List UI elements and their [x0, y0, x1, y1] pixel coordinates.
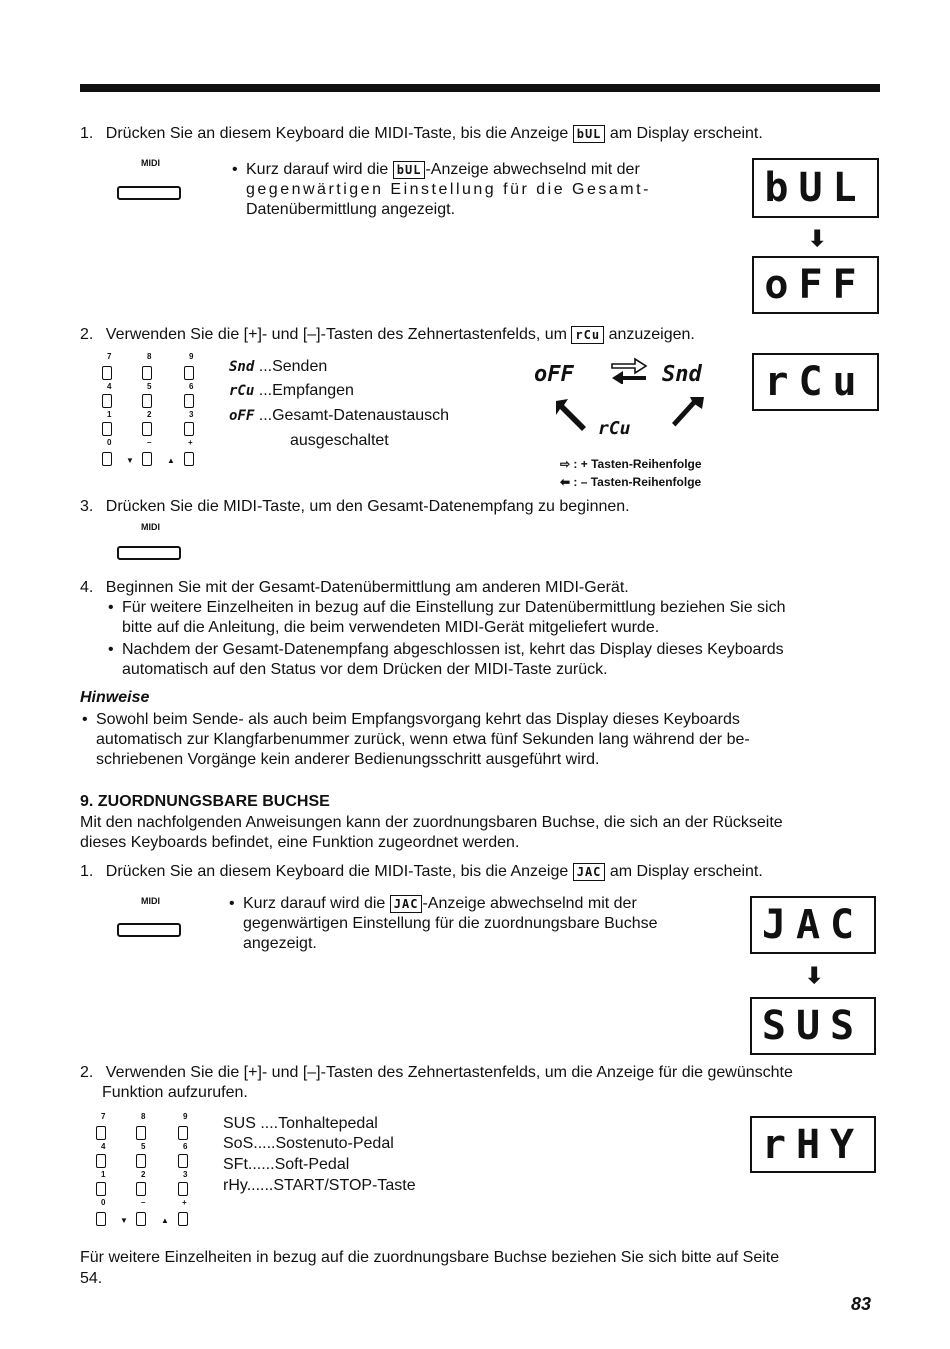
option-snd: [229, 357, 327, 377]
key-number: +: [182, 1198, 187, 1207]
down-triangle-icon: ▼: [126, 456, 134, 465]
step-text: Beginnen Sie mit der Gesamt-Datenübermittlung am anderen MIDI-Gerät.: [105, 579, 629, 596]
intro-text: dieses Keyboards befindet, eine Funktion zugeordnet werden.: [80, 834, 520, 851]
key-number: 3: [183, 1170, 188, 1179]
legend-text: : – Tasten-Reihenfolge: [573, 475, 702, 489]
lcd-display: rHY: [750, 1116, 876, 1173]
section-heading: 9. ZUORDNUNGSBARE BUCHSE: [80, 793, 330, 810]
key-minus[interactable]: [142, 452, 152, 466]
step-text: Verwenden Sie die [+]- und [–]-Tasten des Zehnertastenfelds, um die Anzeige für die gewünschte: [105, 1064, 793, 1081]
page-number: 83: [851, 1294, 872, 1314]
step-text: Verwenden Sie die [+]- und [–]-Tasten des Zehnertastenfelds, um: [105, 326, 567, 343]
key-8[interactable]: [142, 366, 152, 380]
note-text: schriebenen Vorgänge kein anderer Bedienungsschritt ausgeführt wird.: [96, 751, 600, 768]
key-0[interactable]: [96, 1212, 106, 1226]
key-0[interactable]: [102, 452, 112, 466]
legend-minus: [560, 472, 701, 492]
step-number: 1.: [80, 863, 94, 880]
bullet-text: [243, 894, 637, 914]
intro-text: Mit den nachfolgenden Anweisungen kann der zuordnungsbaren Buchse, die sich an der Rückseite: [80, 814, 783, 831]
step4-line: [80, 578, 629, 598]
step-text: Drücken Sie an diesem Keyboard die MIDI-Taste, bis die Anzeige: [105, 863, 569, 880]
key-plus[interactable]: [178, 1212, 188, 1226]
key-5[interactable]: [142, 394, 152, 408]
text: -Anzeige abwechselnd mit der: [425, 161, 640, 178]
option-sus: SUS ....Tonhaltepedal: [223, 1115, 378, 1132]
key-number: –: [141, 1198, 146, 1207]
bullet-text: • Für weitere Einzelheiten in bezug auf die Einstellung zur Datenübermittlung beziehen Sie sich: [122, 598, 786, 618]
step-number: 3.: [80, 498, 94, 515]
key-plus[interactable]: [184, 452, 194, 466]
legend-plus: [560, 454, 702, 474]
step-text: Drücken Sie die MIDI-Taste, um den Gesamt-Datenempfang zu beginnen.: [105, 498, 630, 515]
step-text: am Display erscheint.: [609, 125, 763, 142]
key-number: 1: [101, 1170, 106, 1179]
key-4[interactable]: [102, 394, 112, 408]
key-number: 7: [101, 1112, 106, 1121]
key-number: 6: [189, 382, 194, 391]
key-3[interactable]: [184, 422, 194, 436]
cycle-code-off: oFF: [534, 362, 574, 387]
step-text: anzuzeigen.: [608, 326, 695, 343]
key-number: –: [147, 438, 152, 447]
option-sos: SoS.....Sostenuto-Pedal: [223, 1135, 394, 1152]
text: Kurz darauf wird die: [243, 895, 386, 912]
key-1[interactable]: [102, 422, 112, 436]
step1-line: [80, 124, 763, 144]
option-sft: SFt......Soft-Pedal: [223, 1156, 350, 1173]
step3-line: [80, 497, 630, 517]
display-code: Snd: [229, 359, 255, 375]
legend-text: : + Tasten-Reihenfolge: [573, 457, 702, 471]
numeric-keypad: [96, 352, 216, 476]
key-1[interactable]: [96, 1182, 106, 1196]
text: -Anzeige abwechselnd mit der: [422, 895, 637, 912]
key-8[interactable]: [136, 1126, 146, 1140]
bullet-text: angezeigt.: [243, 935, 317, 952]
option-text: ...Senden: [258, 358, 328, 375]
lcd-display: JAC: [750, 896, 876, 954]
key-minus[interactable]: [136, 1212, 146, 1226]
key-6[interactable]: [178, 1154, 188, 1168]
key-4[interactable]: [96, 1154, 106, 1168]
note-text: • Sowohl beim Sende- als auch beim Empfangsvorgang kehrt das Display dieses Keyboards: [96, 710, 740, 730]
key-3[interactable]: [178, 1182, 188, 1196]
key-9[interactable]: [178, 1126, 188, 1140]
midi-label: MIDI: [141, 522, 160, 532]
numeric-keypad: [90, 1112, 210, 1236]
key-number: 5: [141, 1142, 146, 1151]
diagonal-arrow-icon: [552, 395, 592, 435]
key-number: 3: [189, 410, 194, 419]
cycle-code-snd: Snd: [662, 362, 702, 387]
footer-text: Für weitere Einzelheiten in bezug auf die zuordnungsbare Buchse beziehen Sie sich bitte auf Seite: [80, 1249, 780, 1266]
lcd-display: SUS: [750, 997, 876, 1055]
key-2[interactable]: [142, 422, 152, 436]
display-code: oFF: [229, 408, 255, 424]
key-number: 8: [141, 1112, 146, 1121]
notes-heading: Hinweise: [80, 689, 150, 706]
bullet-text: gegenwärtigen Einstellung für die Gesamt-: [246, 181, 651, 198]
option-text: ...Empfangen: [258, 382, 354, 399]
bullet-text: automatisch auf den Status vor dem Drücken der MIDI-Taste zurück.: [122, 661, 608, 678]
key-number: 9: [183, 1112, 188, 1121]
bullet-text: bitte auf die Anleitung, die beim verwendeten MIDI-Gerät mitgeliefert wurde.: [122, 619, 660, 636]
step-text: Drücken Sie an diesem Keyboard die MIDI-Taste, bis die Anzeige: [105, 125, 569, 142]
diagonal-arrow-icon: [668, 393, 708, 433]
lcd-display: rCu: [752, 353, 879, 411]
midi-label: MIDI: [141, 158, 160, 168]
option-rcu: [229, 381, 354, 401]
solid-arrow-icon: ⬅: [560, 475, 571, 489]
step2-line: [80, 325, 695, 345]
bullet-text: • Nachdem der Gesamt-Datenempfang abgeschlossen ist, kehrt das Display dieses Keyboards: [122, 640, 784, 660]
key-number: 9: [189, 352, 194, 361]
inline-display-code: JAC: [390, 895, 423, 913]
key-number: +: [188, 438, 193, 447]
midi-button[interactable]: [117, 186, 181, 200]
option-off: [229, 406, 449, 426]
s9-step1-line: [80, 862, 763, 882]
key-6[interactable]: [184, 394, 194, 408]
display-code: rCu: [229, 383, 255, 399]
lcd-display: oFF: [752, 256, 879, 314]
s9-step2-line: [80, 1063, 793, 1083]
option-text: ausgeschaltet: [290, 432, 389, 449]
inline-display-code: bUL: [573, 125, 606, 143]
cycle-arrows-icon: [609, 356, 649, 384]
bullet-text: Datenübermittlung angezeigt.: [246, 201, 456, 218]
key-7[interactable]: [96, 1126, 106, 1140]
inline-display-code: rCu: [571, 326, 604, 344]
bullet-text: [246, 160, 640, 180]
midi-button[interactable]: [117, 923, 181, 937]
midi-button[interactable]: [117, 546, 181, 560]
step-number: 2.: [80, 1064, 94, 1081]
step-number: 1.: [80, 125, 94, 142]
key-9[interactable]: [184, 366, 194, 380]
key-7[interactable]: [102, 366, 112, 380]
down-triangle-icon: ▼: [120, 1216, 128, 1225]
note-text: automatisch zur Klangfarbenummer zurück, wenn etwa fünf Sekunden lang während der be-: [96, 731, 750, 748]
step-text: Funktion aufzurufen.: [102, 1084, 248, 1101]
key-number: 4: [101, 1142, 106, 1151]
cycle-code-rcu: rCu: [598, 418, 631, 439]
top-rule: [80, 84, 880, 92]
key-number: 6: [183, 1142, 188, 1151]
key-number: 0: [101, 1198, 106, 1207]
up-triangle-icon: ▲: [161, 1216, 169, 1225]
key-number: 1: [107, 410, 112, 419]
key-number: 8: [147, 352, 152, 361]
key-5[interactable]: [136, 1154, 146, 1168]
key-2[interactable]: [136, 1182, 146, 1196]
outline-arrow-icon: ⇨: [560, 457, 571, 471]
lcd-display: bUL: [752, 158, 879, 218]
step-text: am Display erscheint.: [609, 863, 763, 880]
key-number: 5: [147, 382, 152, 391]
midi-label: MIDI: [141, 896, 160, 906]
option-text: ...Gesamt-Datenaustausch: [258, 407, 450, 424]
bullet-text: gegenwärtigen Einstellung für die zuordnungsbare Buchse: [243, 915, 658, 932]
key-number: 0: [107, 438, 112, 447]
inline-display-code: JAC: [573, 863, 606, 881]
down-arrow-icon: ⬇: [805, 963, 824, 988]
inline-display-code: bUL: [393, 161, 426, 179]
step-number: 4.: [80, 579, 94, 596]
key-number: 7: [107, 352, 112, 361]
key-number: 2: [141, 1170, 146, 1179]
step-number: 2.: [80, 326, 94, 343]
key-number: 4: [107, 382, 112, 391]
text: Kurz darauf wird die: [246, 161, 389, 178]
key-number: 2: [147, 410, 152, 419]
up-triangle-icon: ▲: [167, 456, 175, 465]
footer-text: 54.: [80, 1270, 103, 1287]
option-rhy: rHy......START/STOP-Taste: [223, 1177, 416, 1194]
down-arrow-icon: ⬇: [808, 226, 827, 251]
